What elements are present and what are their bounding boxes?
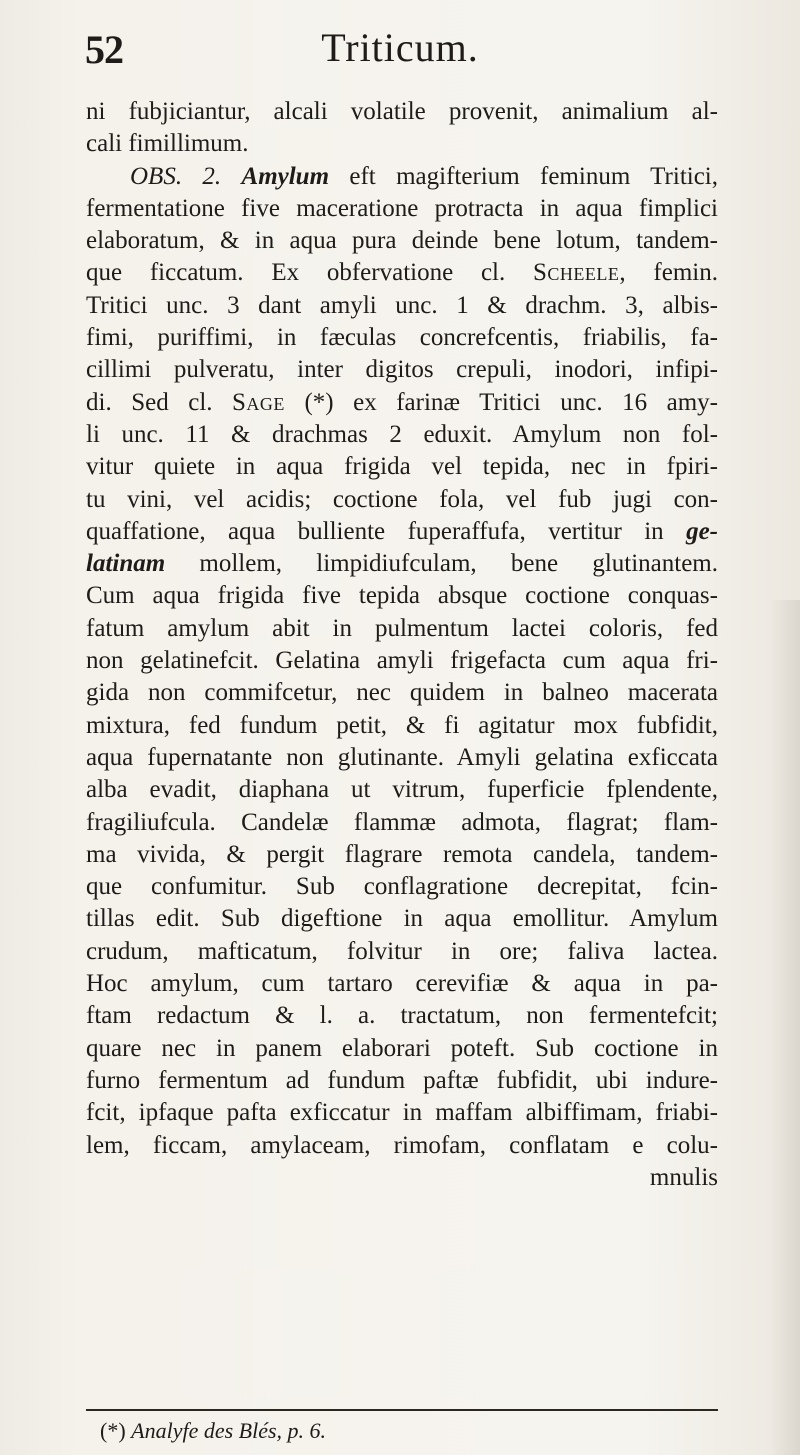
author-name: Sage bbox=[232, 388, 285, 416]
text-line: Cum aqua frigida five tepida absque coctione conquas- bbox=[86, 582, 718, 610]
text-line: ni fubjiciantur, alcali volatile provenit, animalium al- bbox=[86, 98, 718, 125]
footnote bbox=[100, 1418, 700, 1444]
text-line: tu vini, vel acidis; coctione fola, vel fub jugi con- bbox=[86, 485, 718, 513]
text-fragment: eft magifterium feminum Tritici, bbox=[329, 162, 718, 190]
text-line: fermentatione five maceratione protracta in aqua fimplici bbox=[86, 194, 718, 222]
text-line bbox=[86, 516, 718, 548]
text-line: elaboratum, & in aqua pura deinde bene lotum, tandem- bbox=[86, 227, 718, 255]
text-line: que confumitur. Sub conflagratione decrepitat, fcin- bbox=[86, 873, 718, 901]
main-text bbox=[86, 96, 718, 1194]
text-line: lem, ficcam, amylaceam, rimofam, conflatam e colu- bbox=[86, 1131, 718, 1159]
text-line: fcit, ipfaque pafta exficcatur in maffam albiffimam, friabi- bbox=[86, 1099, 718, 1127]
text-fragment: di. Sed cl. bbox=[86, 388, 233, 416]
page-edge-shadow bbox=[770, 600, 800, 1455]
text-line bbox=[86, 161, 718, 193]
text-line: mixtura, fed fundum petit, & fi agitatur mox fubfidit, bbox=[86, 711, 718, 739]
text-line: li unc. 11 & drachmas 2 eduxit. Amylum non fol- bbox=[86, 420, 718, 448]
text-line: cali fimillimum. bbox=[86, 130, 249, 158]
running-title: Triticum. bbox=[321, 25, 479, 70]
page-header bbox=[0, 22, 800, 74]
observation-label: OBS. 2. bbox=[130, 162, 222, 190]
text-fragment: , femin. bbox=[619, 259, 718, 287]
text-line: tillas edit. Sub digeftione in aqua emollitur. Amylum bbox=[86, 905, 718, 933]
text-line: aqua fupernatante non glutinante. Amyli gelatina exficcata bbox=[86, 743, 718, 771]
footnote-marker: (*) bbox=[100, 1418, 126, 1443]
author-name: Scheele bbox=[533, 259, 620, 287]
text-line: gida non commifcetur, nec quidem in balneo macerata bbox=[86, 679, 718, 707]
text-line bbox=[86, 257, 718, 289]
text-line: cillimi pulveratu, inter digitos crepuli, inodori, infipi- bbox=[86, 356, 718, 384]
text-line bbox=[86, 387, 718, 419]
text-line: furno fermentum ad fundum paftæ fubfidit, ubi indure- bbox=[86, 1066, 718, 1094]
term-gelatinam: latinam bbox=[86, 550, 166, 578]
text-line: quare nec in panem elaborari poteft. Sub coctione in bbox=[86, 1034, 718, 1062]
text-line bbox=[86, 548, 718, 580]
text-line: non gelatinefcit. Gelatina amyli frigefacta cum aqua fri- bbox=[86, 647, 718, 675]
text-fragment: que ficcatum. Ex obfervatione cl. bbox=[86, 259, 534, 287]
text-fragment: quaffatione, aqua bulliente fuperaffufa, vertitur in bbox=[86, 517, 687, 545]
text-line: fatum amylum abit in pulmentum lactei coloris, fed bbox=[86, 614, 718, 642]
text-line: ftam redactum & l. a. tractatum, non fermentefcit; bbox=[86, 1002, 718, 1030]
text-line: crudum, mafticatum, folvitur in ore; faliva lactea. bbox=[86, 937, 718, 965]
page-number: 52 bbox=[85, 27, 123, 72]
term-amylum: Amylum bbox=[241, 162, 330, 190]
footnote-source: Analyfe des Blés, p. 6. bbox=[131, 1418, 327, 1443]
text-line: fragiliufcula. Candelæ flammæ admota, flagrat; flam- bbox=[86, 808, 718, 836]
text-fragment: (*) ex farinæ Tritici unc. 16 amy- bbox=[284, 388, 718, 416]
text-line: vitur quiete in aqua frigida vel tepida, nec in fpiri- bbox=[86, 453, 718, 481]
text-fragment: mollem, limpidiufculam, bene glutinantem. bbox=[165, 550, 718, 578]
text-line: Hoc amylum, cum tartaro cerevifiæ & aqua in pa- bbox=[86, 970, 718, 998]
text-line: Tritici unc. 3 dant amyli unc. 1 & drachm. 3, albis- bbox=[86, 291, 718, 319]
footnote-divider bbox=[86, 1409, 718, 1411]
term-gelatinam: ge- bbox=[686, 517, 718, 545]
text-line: ma vivida, & pergit flagrare remota candela, tandem- bbox=[86, 840, 718, 868]
text-line: mnulis bbox=[649, 1163, 718, 1191]
text-line: alba evadit, diaphana ut vitrum, fuperficie fplendente, bbox=[86, 776, 718, 804]
text-line: fimi, puriffimi, in fæculas concrefcentis, friabilis, fa- bbox=[86, 324, 718, 352]
